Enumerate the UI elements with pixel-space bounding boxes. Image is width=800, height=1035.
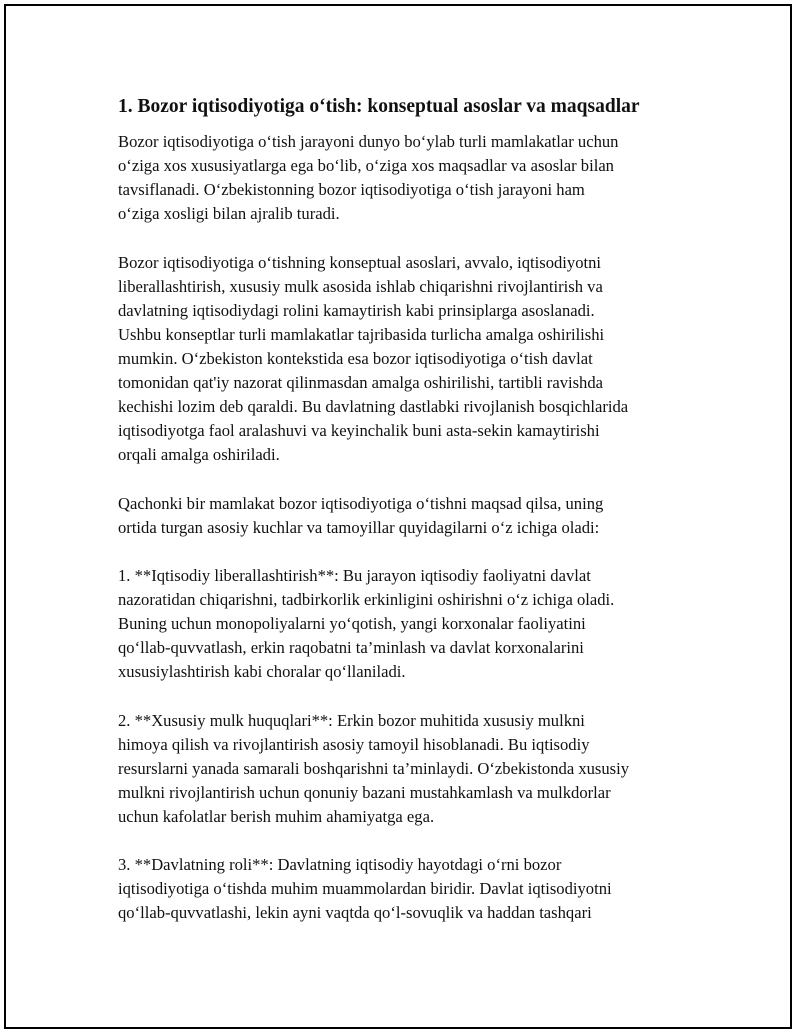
paragraph-principles-intro [118, 492, 693, 540]
text-line: tomonidan qat'iy nazorat qilinmasdan amalga oshirilishi, tartibli ravishda [118, 373, 604, 393]
text-line: davlatning iqtisodiydagi rolini kamaytirish kabi prinsiplarga asoslanadi. [118, 300, 595, 320]
text-line: mulkni rivojlantirish uchun qonuniy bazani mustahkamlash va mulkdorlar [118, 782, 611, 802]
list-item-liberalization [118, 564, 693, 684]
text-line: Qachonki bir mamlakat bozor iqtisodiyotiga o‘tishni maqsad qilsa, uning [118, 493, 604, 513]
text-line: uchun kafolatlar berish muhim ahamiyatga ega. [118, 807, 435, 826]
text-line: Ushbu konseptlar turli mamlakatlar tajribasida turlicha amalga oshirilishi [118, 324, 605, 344]
text-line: nazoratidan chiqarishni, tadbirkorlik erkinligini oshirishni o‘z ichiga oladi. [118, 590, 615, 610]
document-body [118, 95, 693, 950]
text-line: liberallashtirish, xususiy mulk asosida ishlab chiqarishni rivojlantirish va [118, 276, 603, 296]
text-line: ortida turgan asosiy kuchlar va tamoyillar quyidagilarni o‘z ichiga oladi: [118, 517, 600, 537]
text-line: Bozor iqtisodiyotiga o‘tish jarayoni dunyo bo‘ylab turli mamlakatlar uchun [118, 132, 619, 151]
text-line: o‘ziga xosligi bilan ajralib turadi. [118, 204, 340, 224]
text-line: o‘ziga xos xususiyatlarga ega bo‘lib, o‘ziga xos maqsadlar va asoslar bilan [118, 156, 614, 176]
text-line: 2. **Xususiy mulk huquqlari**: Erkin bozor muhitida xususiy mulkni [118, 710, 585, 730]
text-line: Bozor iqtisodiyotiga o‘tishning konseptual asoslari, avvalo, iqtisodiyotni [118, 252, 602, 272]
text-line: kechishi lozim deb qaraldi. Bu davlatning dastlabki rivojlanish bosqichlarida [118, 397, 629, 417]
text-line: xususiylashtirish kabi choralar qo‘llaniladi. [118, 662, 406, 682]
text-line: 1. **Iqtisodiy liberallashtirish**: Bu jarayon iqtisodiy faoliyatni davlat [118, 565, 591, 585]
paragraph-conceptual-foundations [118, 251, 693, 468]
list-item-state-role [118, 853, 693, 925]
text-line: mumkin. O‘zbekiston kontekstida esa bozor iqtisodiyotiga o‘tish davlat [118, 348, 593, 368]
text-line: qo‘llab-quvvatlash, erkin raqobatni ta’minlash va davlat korxonalarini [118, 638, 584, 658]
paragraph-intro [118, 130, 693, 226]
text-line: himoya qilish va rivojlantirish asosiy tamoyil hisoblanadi. Bu iqtisodiy [118, 734, 590, 754]
text-line: iqtisodiyotga faol aralashuvi va keyinchalik buni asta-sekin kamaytirishi [118, 421, 600, 441]
list-item-private-property [118, 709, 693, 829]
text-line: resurslarni yanada samarali boshqarishni ta’minlaydi. O‘zbekistonda xususiy [118, 758, 630, 778]
section-heading: 1. Bozor iqtisodiyotiga o‘tish: konseptual asoslar va maqsadlar [118, 96, 640, 117]
text-line: orqali amalga oshiriladi. [118, 445, 280, 465]
text-line: iqtisodiyotiga o‘tishda muhim muammolardan biridir. Davlat iqtisodiyotni [118, 879, 612, 899]
text-line: tavsiflanadi. O‘zbekistonning bozor iqtisodiyotiga o‘tish jarayoni ham [118, 180, 585, 200]
text-line: 3. **Davlatning roli**: Davlatning iqtisodiy hayotdagi o‘rni bozor [118, 855, 562, 875]
text-line: qo‘llab-quvvatlashi, lekin ayni vaqtda qo‘l-sovuqlik va haddan tashqari [118, 903, 592, 923]
text-line: Buning uchun monopoliyalarni yo‘qotish, yangi korxonalar faoliyatini [118, 614, 586, 634]
